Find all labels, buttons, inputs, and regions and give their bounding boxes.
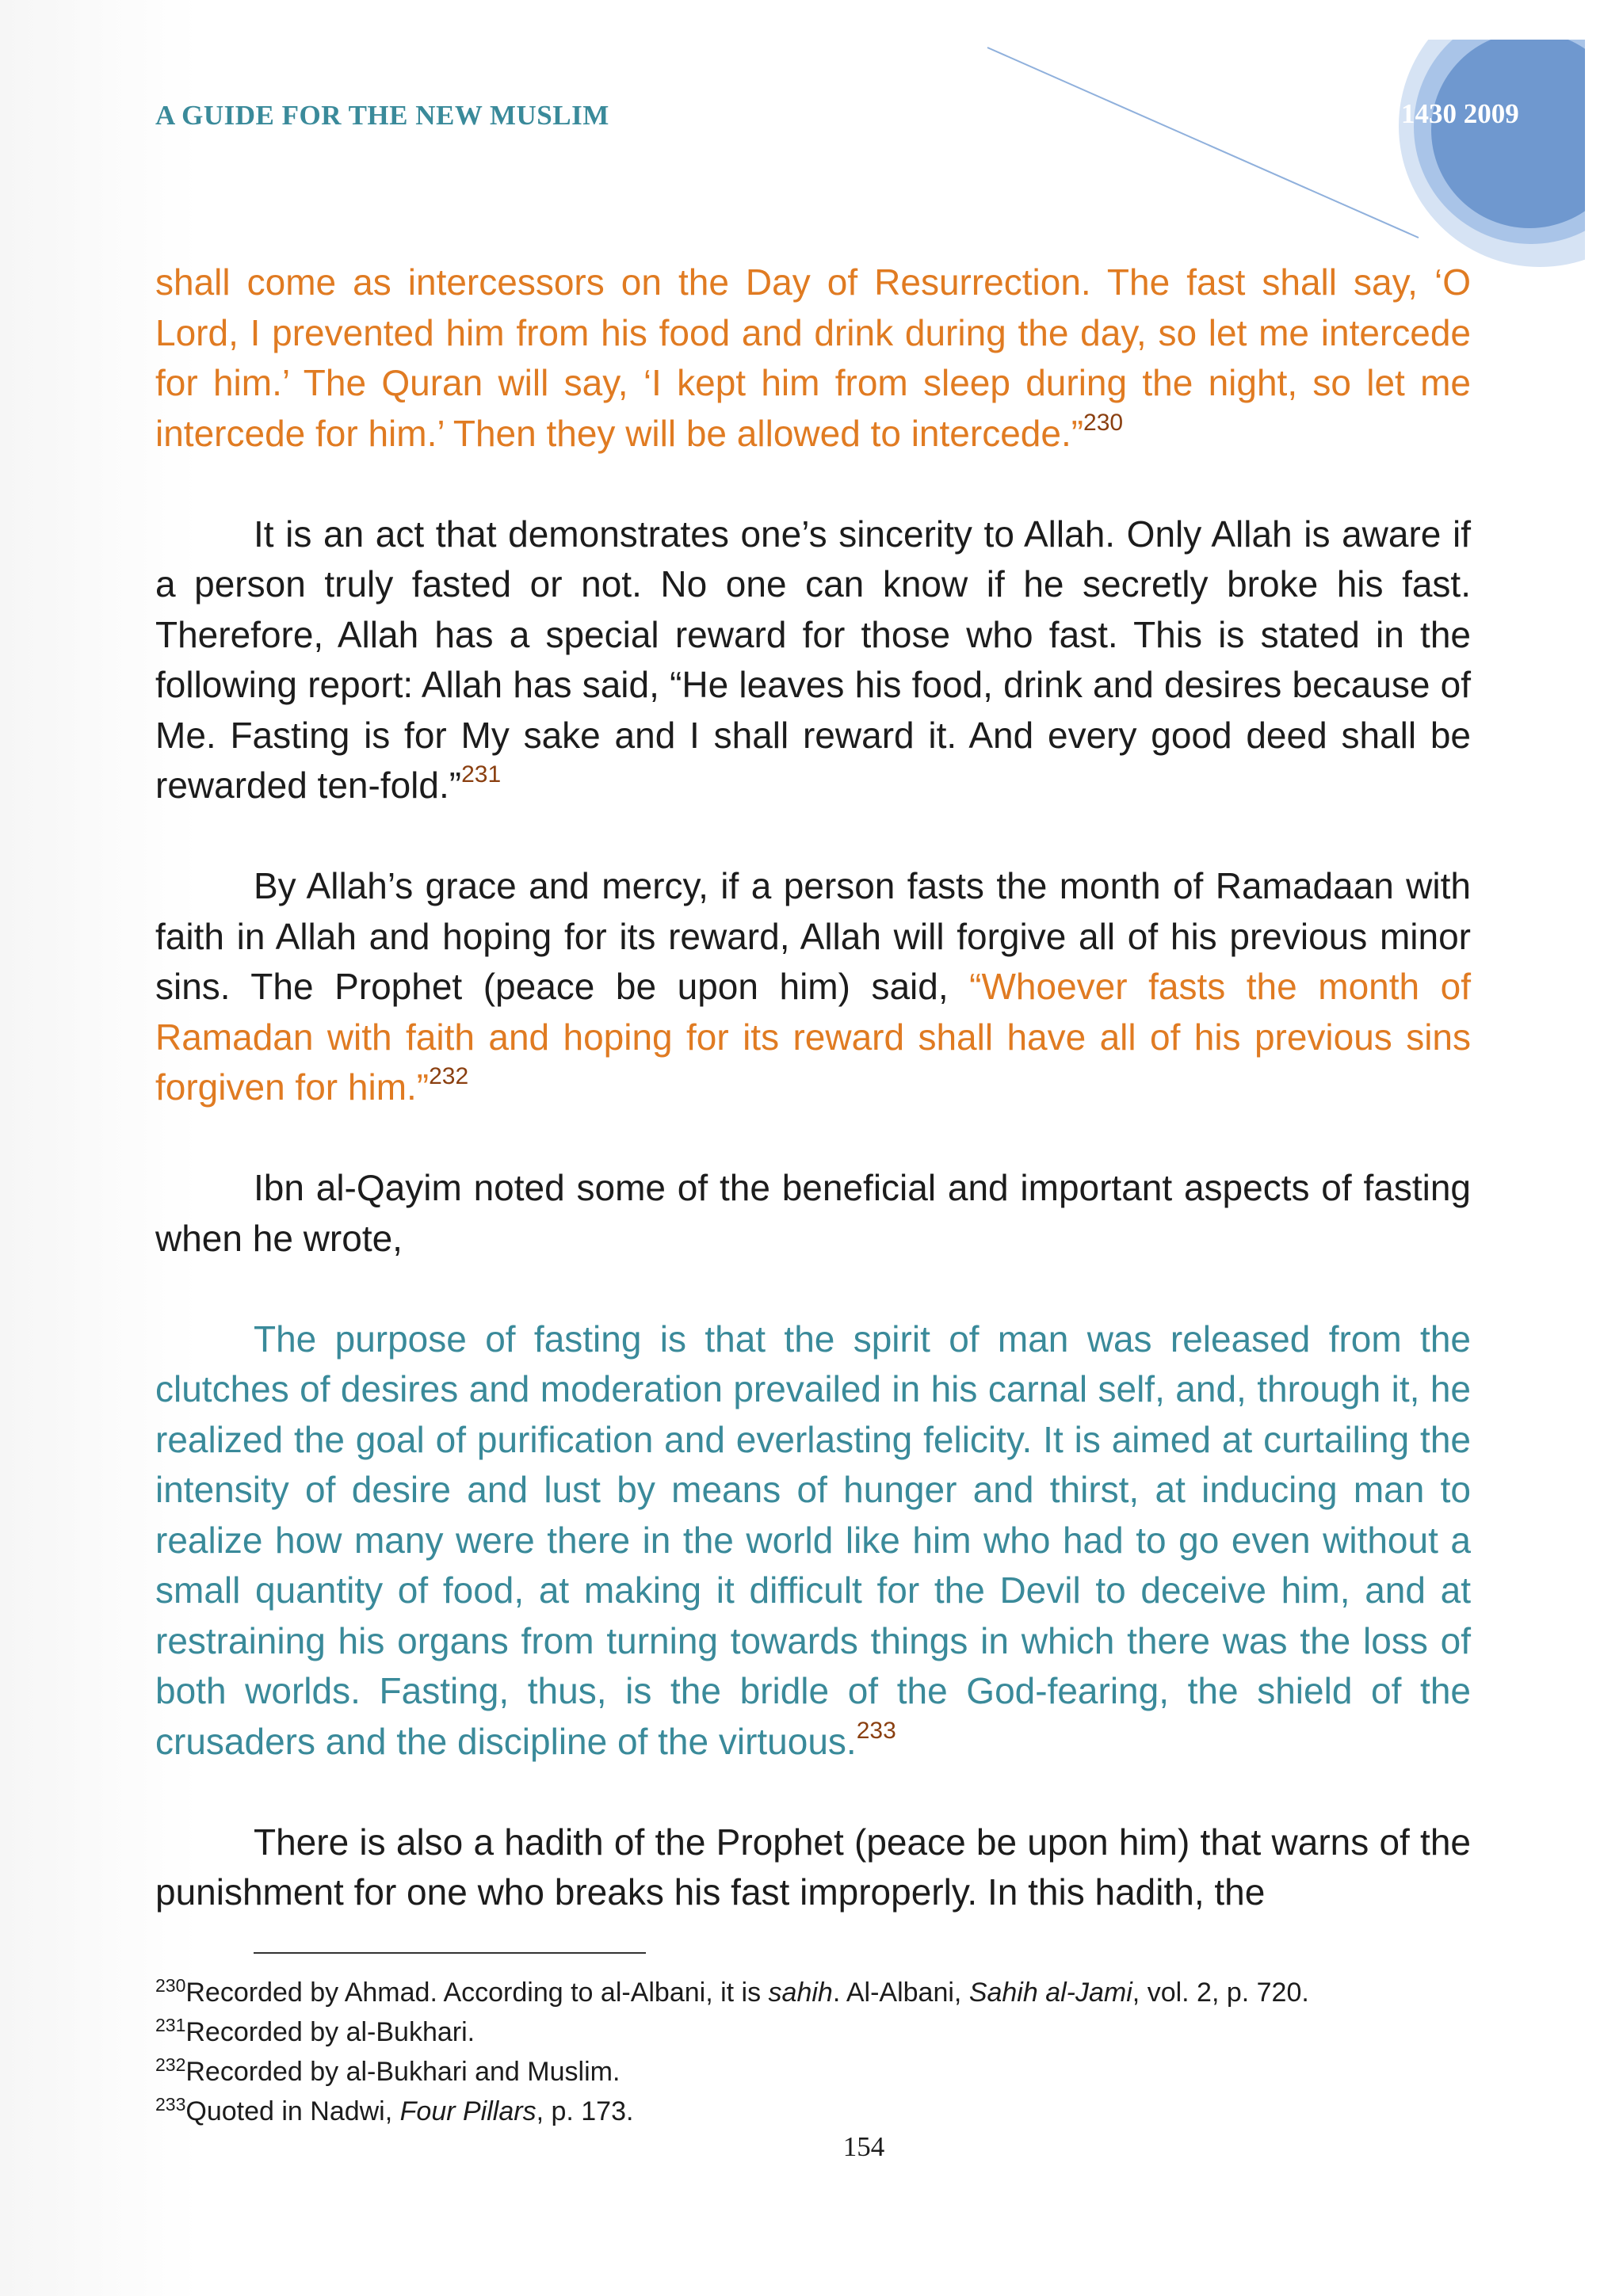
- footnote-entry: [155, 2092, 1503, 2131]
- footnote-text: , p. 173.: [536, 2096, 634, 2126]
- footnote-entry: [155, 2052, 1503, 2092]
- body-paragraph: [155, 509, 1471, 811]
- page-number: 154: [842, 2131, 885, 2162]
- footnote-text: Recorded by al-Bukhari and Muslim.: [185, 2057, 621, 2087]
- footnote-title-italic: Four Pillars: [399, 2096, 537, 2126]
- running-header-title: A GUIDE FOR THE NEW MUSLIM: [155, 100, 609, 131]
- running-header-year: 1430 2009: [1401, 98, 1519, 129]
- footnote-text: . Al-Albani,: [832, 1978, 969, 2008]
- main-body-text: [155, 257, 1471, 1918]
- header-circle-ornament: [975, 40, 1601, 277]
- footnote-reference[interactable]: 232: [429, 1063, 469, 1089]
- paragraph-text: It is an act that demonstrates one’s sincerity to Allah. Only Allah is aware if a person truly fasted or not. No one can know if he secretly broke his fast. Therefore, Allah has a special reward for those who fast. This is stated in the following report: Allah has said, “He leaves his food, drink and desires because of Me. Fasting is for My sake and I shall reward it. And every good deed shall be rewarded ten-fold.”: [155, 513, 1471, 806]
- body-paragraph: [155, 861, 1471, 1113]
- footnote-text: , vol. 2, p. 720.: [1132, 1978, 1309, 2008]
- footnote-number: 233: [155, 2094, 186, 2115]
- footnote-number: 232: [155, 2054, 186, 2075]
- footnote-number: 231: [155, 2015, 186, 2035]
- footnote-text: Recorded by al-Bukhari.: [185, 2017, 475, 2047]
- footnote-title-italic: Sahih al-Jami: [968, 1978, 1132, 2008]
- footnote-reference[interactable]: 231: [461, 761, 502, 788]
- footnote-number: 230: [155, 1975, 186, 1996]
- paragraph-text: Ibn al-Qayim noted some of the beneficial and important aspects of fasting when he wrote,: [155, 1167, 1471, 1259]
- footnotes-section: [155, 1973, 1503, 2131]
- body-paragraph: [155, 1314, 1471, 1768]
- footnote-entry: [155, 2012, 1503, 2052]
- quoted-text: shall come as intercessors on the Day of Resurrection. The fast shall say, ‘O Lord, I prevented him from his food and drink during the day, so let me intercede for him.’ The Quran will say, ‘I kept him from sleep during the night, so let me intercede for him.’ Then they will be allowed to intercede.”: [155, 261, 1471, 454]
- body-paragraph: [155, 257, 1471, 459]
- footnote-reference[interactable]: 230: [1083, 409, 1124, 436]
- body-paragraph: [155, 1163, 1471, 1264]
- paragraph-text: By Allah’s grace and mercy, if a person fasts the month of Ramadaan with faith in Allah and hoping for its reward, Allah will forgive all of his previous minor sins. The Prophet (peace be upon him) said,: [155, 865, 1471, 1007]
- footnote-text: Quoted in Nadwi,: [185, 2096, 400, 2126]
- footnote-divider: [254, 1952, 646, 1954]
- footnote-reference[interactable]: 233: [856, 1717, 896, 1744]
- header-diagonal-line: [987, 48, 1419, 238]
- body-paragraph: [155, 1817, 1471, 1918]
- footnote-entry: [155, 1973, 1503, 2012]
- quoted-text: The purpose of fasting is that the spirit of man was released from the clutches of desires and moderation prevailed in his carnal self, and, through it, he realized the goal of purification and everlasting felicity. It is aimed at curtailing the intensity of desire and lust by means of hunger and thirst, at inducing man to realize how many were there in the world like him who had to go even without a small quantity of food, at making it difficult for the Devil to deceive him, and at restraining his organs from turning towards things in which there was the loss of both worlds. Fasting, thus, is the bridle of the God-fearing, the shield of the crusaders and the discipline of the virtuous.: [155, 1318, 1471, 1762]
- paragraph-text: There is also a hadith of the Prophet (peace be upon him) that warns of the punishment for one who breaks his fast improperly. In this hadith, the: [155, 1821, 1471, 1913]
- footnote-text: Recorded by Ahmad. According to al-Albani, it is: [185, 1978, 769, 2008]
- footnote-title-italic: sahih: [768, 1978, 833, 2008]
- quoted-text: “Whoever fasts the month of Ramadan with faith and hoping for its reward shall have all of his previous sins forgiven for him.”: [155, 966, 1472, 1108]
